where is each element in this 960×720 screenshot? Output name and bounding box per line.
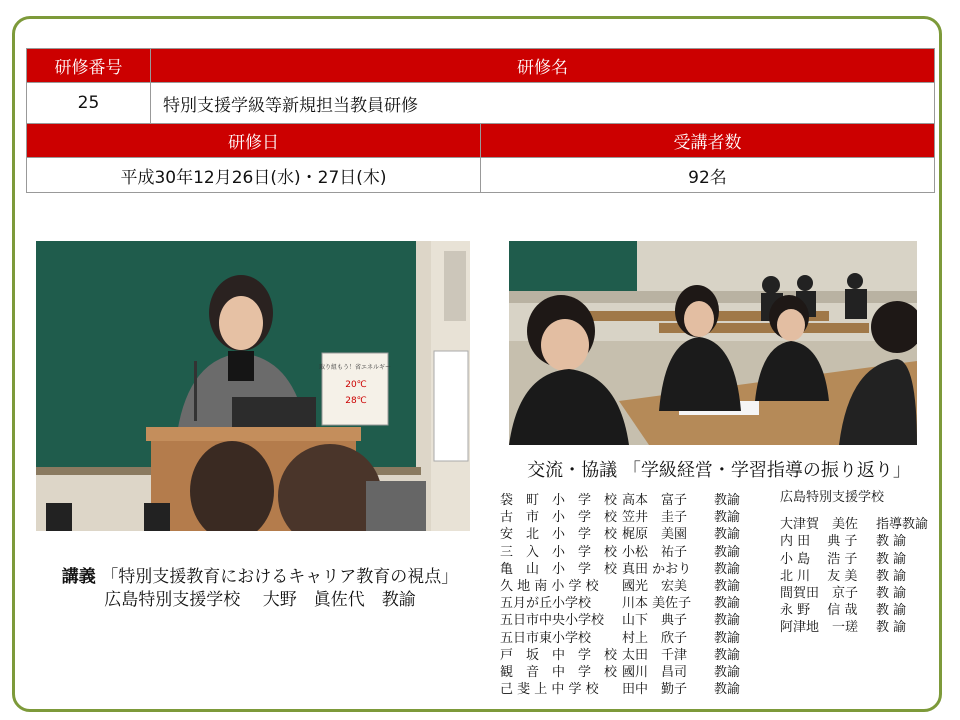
lecture-label: 講義 (61, 567, 96, 587)
participant-role: 教諭 (714, 493, 741, 508)
host-school-staff (780, 489, 936, 637)
participant-school: 五日市東小学校 (500, 630, 592, 646)
participant-row (500, 544, 754, 561)
header-attendee-count: 受講者数 (481, 124, 935, 158)
participant-name: 真田 かおり (622, 561, 692, 577)
staff-row (780, 568, 936, 585)
participant-row (500, 681, 754, 698)
staff-name: 内 田 典 子 (780, 534, 858, 550)
staff-row (780, 551, 936, 568)
participant-role: 教諭 (714, 579, 741, 595)
participant-name: 梶原 美園 (622, 527, 688, 543)
lecture-speaker: 広島特別支援学校 大野 眞佐代 教諭 (104, 590, 416, 610)
participant-name: 高本 富子 (622, 493, 688, 508)
participant-school: 古 市 小 学 校 (500, 510, 618, 526)
participant-school: 亀 山 小 学 校 (500, 561, 618, 577)
participant-role: 教諭 (714, 682, 741, 698)
header-training-number: 研修番号 (27, 49, 151, 83)
staff-row (780, 585, 936, 602)
staff-name: 小 島 浩 子 (780, 551, 858, 567)
participant-name: 小松 祐子 (622, 544, 688, 560)
participant-role: 教諭 (714, 544, 741, 560)
participant-row (500, 492, 754, 509)
poster-text: 取り組もう！省エネルギー (318, 364, 392, 371)
participant-role: 教諭 (714, 613, 741, 629)
training-date: 平成30年12月26日(水)・27日(木) (27, 158, 481, 193)
training-number: 25 (27, 83, 151, 124)
participant-row (500, 526, 754, 543)
participant-row (500, 630, 754, 647)
staff-row (780, 602, 936, 619)
poster-temp-summer: 28℃ (345, 396, 367, 406)
staff-role: 教 諭 (876, 568, 907, 584)
participant-role: 教諭 (714, 647, 741, 663)
participant-school: 五日市中央小学校 (500, 613, 605, 629)
staff-name: 間賀田 京子 (780, 586, 859, 602)
staff-role: 教 諭 (876, 534, 907, 550)
participant-role: 教諭 (714, 596, 741, 612)
lecture-title-line (40, 566, 480, 589)
participant-row (500, 578, 754, 595)
training-info-table (26, 48, 935, 193)
participant-row (500, 595, 754, 612)
participant-role: 教諭 (714, 527, 741, 543)
staff-name: 阿津地 一瑳 (780, 620, 859, 636)
participant-school: 五月が丘小学校 (500, 596, 592, 612)
staff-row (780, 533, 936, 550)
participant-school: 戸 坂 中 学 校 (500, 647, 618, 663)
lecture-title: 「特別支援教育におけるキャリア教育の視点」 (101, 567, 459, 587)
staff-row (780, 516, 936, 533)
staff-name: 大津賀 美佐 (780, 517, 859, 533)
staff-role: 教 諭 (876, 620, 907, 636)
staff-role: 教 諭 (876, 603, 907, 619)
participant-role: 教諭 (714, 665, 741, 681)
staff-name: 北 川 友 美 (780, 568, 858, 584)
participant-row (500, 612, 754, 629)
discussion-photo (509, 241, 917, 445)
staff-name: 永 野 信 哉 (780, 603, 858, 619)
staff-role: 指導教諭 (876, 517, 929, 533)
staff-role: 教 諭 (876, 586, 907, 602)
participant-name: 山下 典子 (622, 613, 688, 629)
header-training-name: 研修名 (151, 49, 935, 83)
participant-row (500, 561, 754, 578)
host-school-name: 広島特別支援学校 (780, 490, 885, 505)
participant-role: 教諭 (714, 561, 741, 577)
header-training-date: 研修日 (27, 124, 481, 158)
staff-role: 教 諭 (876, 551, 907, 567)
participant-name: 太田 千津 (622, 647, 688, 663)
lecture-photo (36, 241, 470, 531)
training-name: 特別支援学級等新規担当教員研修 (151, 83, 935, 124)
participant-name: 田中 勤子 (622, 682, 688, 698)
participant-row (500, 664, 754, 681)
participant-school: 観 音 中 学 校 (500, 665, 618, 681)
participant-school: 安 北 小 学 校 (500, 527, 618, 543)
participant-role: 教諭 (714, 630, 741, 646)
discussion-caption: 交流・協議 「学級経営・学習指導の振り返り」 (527, 460, 911, 481)
participant-name: 國川 昌司 (622, 665, 688, 681)
participant-row (500, 509, 754, 526)
poster-temp-winter: 20℃ (345, 380, 367, 390)
participant-name: 國光 宏美 (622, 579, 688, 595)
participant-row (500, 647, 754, 664)
participant-role: 教諭 (714, 510, 741, 526)
participant-school: 己 斐 上 中 学 校 (500, 682, 599, 698)
participant-name: 笠井 圭子 (622, 510, 688, 526)
lecture-caption (40, 566, 480, 612)
participant-name: 村上 欣子 (622, 630, 688, 646)
attendee-count: 92名 (481, 158, 935, 193)
participant-school: 久 地 南 小 学 校 (500, 579, 599, 595)
staff-row (780, 619, 936, 636)
participant-name: 川本 美佐子 (622, 596, 692, 612)
participant-list (500, 492, 754, 698)
participant-school: 三 入 小 学 校 (500, 544, 618, 560)
participant-school: 袋 町 小 学 校 (500, 493, 618, 508)
